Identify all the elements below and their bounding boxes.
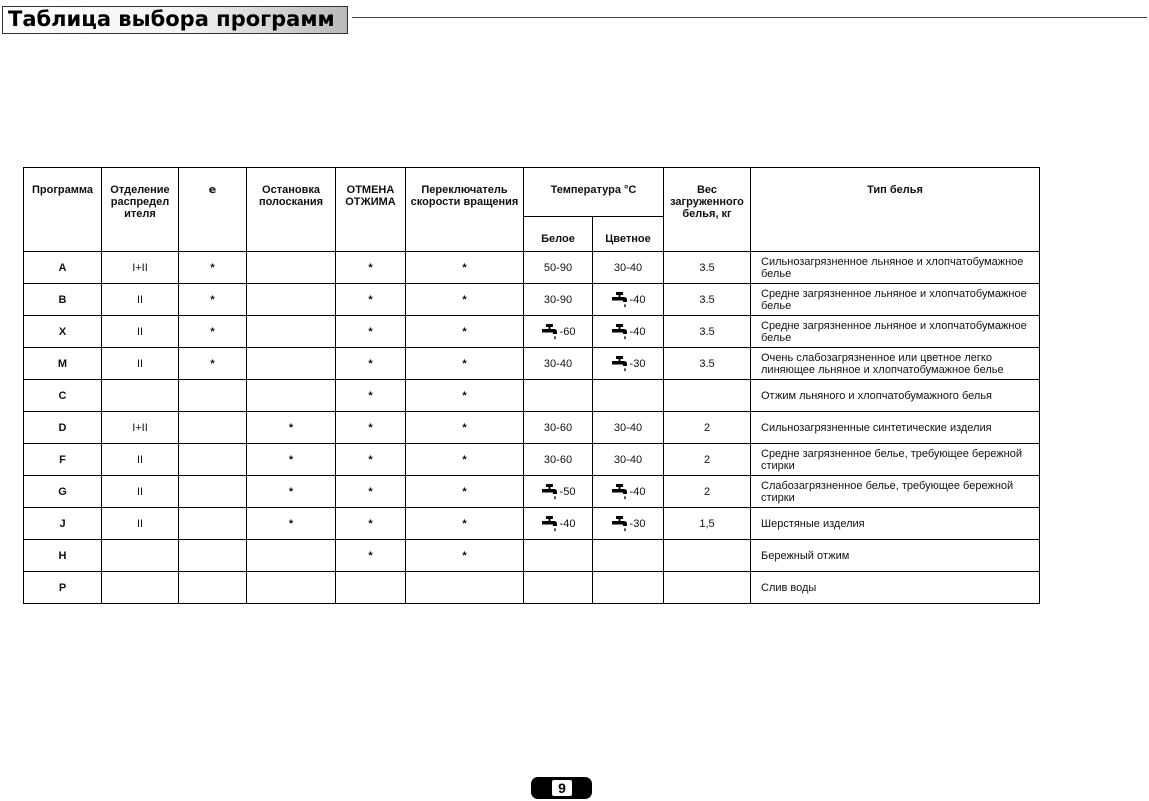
header-eco-icon: e [179,168,247,252]
header-temp-white: Белое [524,217,593,252]
temp-color [593,572,664,604]
temp-white: 30-60 [524,412,593,444]
rinse-hold-mark [247,540,336,572]
program-row [24,252,1040,284]
program-row [24,508,1040,540]
load-weight [664,540,751,572]
program-letter: G [24,476,102,508]
laundry-type: Очень слабозагрязненное или цветное легко линяющее льняное и хлопчатобумажное белье [751,348,1040,380]
spin-cancel-mark: * [336,540,406,572]
temp-color-value: -40 [629,485,646,498]
laundry-type: Бережный отжим [751,540,1040,572]
temp-color [593,284,664,316]
temp-white-value: -40 [559,517,576,530]
program-selection-table [23,167,1040,604]
eco-mark: * [179,316,247,348]
cold-water-tap-icon [541,515,559,533]
header-temperature: Температура °C [524,168,664,217]
load-weight [664,380,751,412]
load-weight: 3.5 [664,348,751,380]
temp-color: 30-40 [593,252,664,284]
load-weight: 1,5 [664,508,751,540]
laundry-type: Шерстяные изделия [751,508,1040,540]
eco-mark [179,476,247,508]
temp-color [593,540,664,572]
laundry-type: Сильнозагрязненные синтетические изделия [751,412,1040,444]
program-letter: A [24,252,102,284]
spin-cancel-mark: * [336,444,406,476]
laundry-type: Средне загрязненное белье, требующее бережной стирки [751,444,1040,476]
temp-white [524,508,593,540]
rinse-hold-mark [247,380,336,412]
page-number: 9 [552,780,572,796]
spin-cancel-mark: * [336,284,406,316]
temp-white [524,316,593,348]
program-row [24,412,1040,444]
spin-cancel-mark: * [336,380,406,412]
header-load: Вес загруженного белья, кг [664,168,751,252]
program-row [24,444,1040,476]
spin-speed-mark: * [406,284,524,316]
eco-mark [179,540,247,572]
temp-color [593,508,664,540]
program-row [24,284,1040,316]
program-letter: D [24,412,102,444]
spin-cancel-mark [336,572,406,604]
program-letter: M [24,348,102,380]
spin-cancel-mark: * [336,316,406,348]
spin-cancel-mark: * [336,348,406,380]
header-divider [352,17,1147,18]
program-row [24,316,1040,348]
page-number-badge [531,777,592,799]
temp-color-value: -30 [629,517,646,530]
eco-mark: * [179,284,247,316]
temp-white: 30-60 [524,444,593,476]
program-row [24,348,1040,380]
rinse-hold-mark: * [247,412,336,444]
spin-cancel-mark: * [336,476,406,508]
dispenser-compartment: II [102,444,179,476]
temp-color [593,380,664,412]
page-header [0,4,1149,36]
cold-water-tap-icon [611,323,629,341]
program-rows [24,252,1040,604]
load-weight: 2 [664,444,751,476]
program-letter: F [24,444,102,476]
dispenser-compartment: II [102,348,179,380]
spin-speed-mark: * [406,412,524,444]
rinse-hold-mark [247,572,336,604]
program-row [24,540,1040,572]
temp-color [593,476,664,508]
spin-speed-mark: * [406,476,524,508]
dispenser-compartment: I+II [102,412,179,444]
rinse-hold-mark: * [247,444,336,476]
header-spin-cancel: ОТМЕНА ОТЖИМА [336,168,406,252]
header-laundry-type: Тип белья [751,168,1040,252]
eco-mark [179,444,247,476]
laundry-type: Слабозагрязненное белье, требующее бережной стирки [751,476,1040,508]
program-letter: J [24,508,102,540]
temp-color [593,348,664,380]
program-row [24,572,1040,604]
header-program: Программа [24,168,102,252]
spin-speed-mark: * [406,444,524,476]
cold-water-tap-icon [611,291,629,309]
header-temp-color: Цветное [593,217,664,252]
load-weight: 3.5 [664,316,751,348]
laundry-type: Средне загрязненное льняное и хлопчатобумажное белье [751,284,1040,316]
program-row [24,476,1040,508]
rinse-hold-mark [247,284,336,316]
spin-cancel-mark: * [336,508,406,540]
cold-water-tap-icon [541,323,559,341]
rinse-hold-mark [247,348,336,380]
temp-white [524,380,593,412]
laundry-type: Средне загрязненное льняное и хлопчатобумажное белье [751,316,1040,348]
dispenser-compartment [102,540,179,572]
laundry-type: Сильнозагрязненное льняное и хлопчатобумажное белье [751,252,1040,284]
load-weight: 2 [664,476,751,508]
program-letter: B [24,284,102,316]
eco-mark [179,380,247,412]
header-dispenser: Отделение распредел ителя [102,168,179,252]
program-letter: X [24,316,102,348]
program-row [24,380,1040,412]
dispenser-compartment: II [102,476,179,508]
laundry-type: Отжим льняного и хлопчатобумажного белья [751,380,1040,412]
cold-water-tap-icon [611,355,629,373]
rinse-hold-mark: * [247,508,336,540]
spin-cancel-mark: * [336,412,406,444]
eco-mark: * [179,252,247,284]
eco-mark [179,572,247,604]
header-rinse-hold: Остановка полоскания [247,168,336,252]
temp-color-value: -30 [629,357,646,370]
temp-white: 50-90 [524,252,593,284]
header-spin-speed: Переключатель скорости вращения [406,168,524,252]
rinse-hold-mark: * [247,476,336,508]
rinse-hold-mark [247,252,336,284]
program-letter: C [24,380,102,412]
spin-speed-mark: * [406,316,524,348]
load-weight: 2 [664,412,751,444]
temp-white: 30-40 [524,348,593,380]
temp-white-value: -50 [559,485,576,498]
load-weight: 3.5 [664,252,751,284]
spin-speed-mark [406,572,524,604]
eco-mark [179,412,247,444]
load-weight: 3.5 [664,284,751,316]
cold-water-tap-icon [541,483,559,501]
laundry-type: Слив воды [751,572,1040,604]
dispenser-compartment [102,572,179,604]
temp-white [524,476,593,508]
load-weight [664,572,751,604]
temp-white [524,540,593,572]
temp-white-value: -60 [559,325,576,338]
spin-speed-mark: * [406,348,524,380]
spin-speed-mark: * [406,252,524,284]
temp-color-value: -40 [629,293,646,306]
temp-color [593,316,664,348]
temp-color: 30-40 [593,412,664,444]
temp-white [524,572,593,604]
eco-mark: * [179,348,247,380]
temp-color-value: -40 [629,325,646,338]
spin-speed-mark: * [406,508,524,540]
temp-color: 30-40 [593,444,664,476]
spin-speed-mark: * [406,540,524,572]
temp-white: 30-90 [524,284,593,316]
program-letter: P [24,572,102,604]
dispenser-compartment: II [102,316,179,348]
dispenser-compartment: II [102,508,179,540]
spin-cancel-mark: * [336,252,406,284]
rinse-hold-mark [247,316,336,348]
eco-mark [179,508,247,540]
dispenser-compartment: I+II [102,252,179,284]
program-letter: H [24,540,102,572]
dispenser-compartment [102,380,179,412]
cold-water-tap-icon [611,515,629,533]
spin-speed-mark: * [406,380,524,412]
dispenser-compartment: II [102,284,179,316]
page-title: Таблица выбора программ [2,6,348,34]
cold-water-tap-icon [611,483,629,501]
